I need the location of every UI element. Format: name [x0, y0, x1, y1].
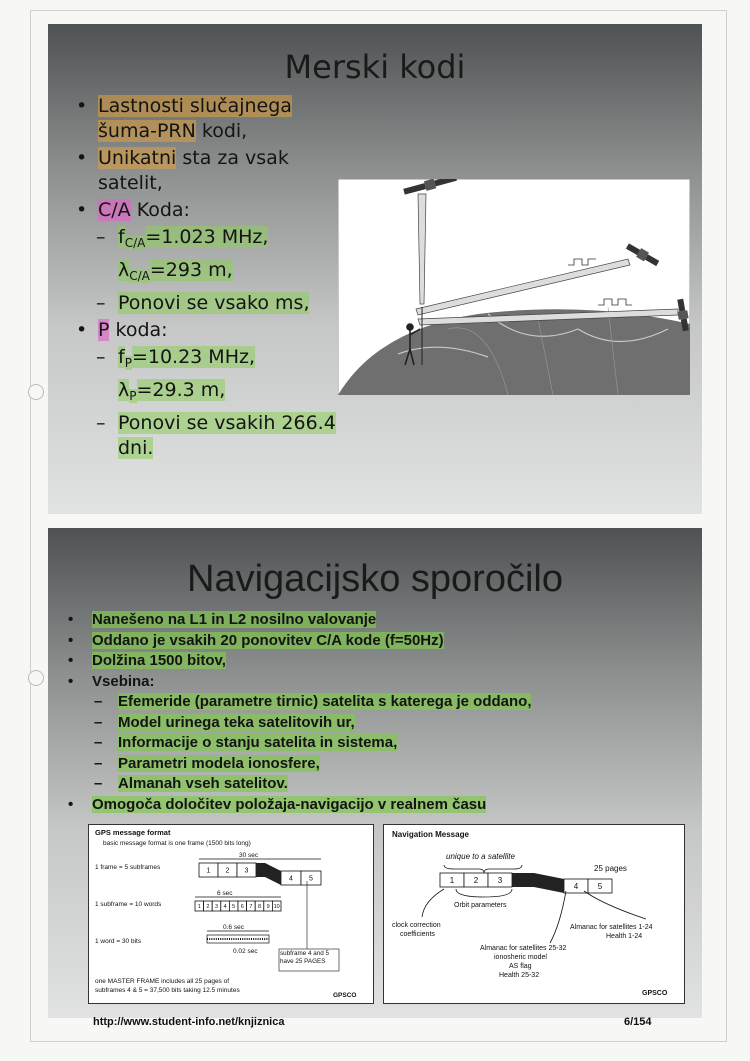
item-text: koda: — [109, 319, 168, 341]
frame-time: 30 sec — [239, 852, 259, 859]
bit-time: 0.02 sec — [233, 948, 258, 955]
almanac-1-label: Almanac for satellites 1-24 — [570, 924, 653, 931]
iono-label: ionosheric model — [494, 954, 547, 961]
item-text: Efemeride (parametre tirnic) satelita s katerega je oddano, — [118, 693, 532, 710]
subframe-note: subframe 4 and 5 have 25 PAGES — [280, 950, 330, 965]
item-text: Ponovi se vsako ms, — [118, 292, 310, 314]
master-frame-line2: subframes 4 & 5 = 37,500 bits taking 12.5 minutes — [95, 987, 240, 994]
row-subframe-label: 1 subframe = 10 words — [95, 901, 162, 908]
page-number: 6/154 — [624, 1016, 652, 1028]
word-box-label: 5 — [232, 903, 236, 910]
row-frame-label: 1 frame = 5 subframes — [95, 864, 161, 871]
sub-item — [68, 713, 688, 734]
sub-item — [76, 378, 346, 409]
item-text: λ — [118, 379, 130, 401]
item-text: Model urinega teka satelitovih ur, — [118, 713, 355, 731]
item-text: =10.23 MHz, — [131, 346, 255, 368]
clock-label-2: coefficients — [400, 931, 435, 938]
item-text: C/A — [124, 236, 146, 250]
item-text: Lastnosti slučajnega šuma-PRN — [98, 95, 292, 142]
footer-url[interactable]: http://www.student-info.net/knjiznica — [93, 1016, 285, 1028]
word-box-label: 8 — [257, 903, 262, 910]
orbit-label: Orbit parameters — [454, 902, 507, 909]
slide-navigacijsko-sporocilo — [48, 528, 702, 1018]
frame-box-shadow — [256, 863, 281, 885]
word-box-label: 3 — [214, 903, 219, 910]
bullet-item — [76, 198, 346, 223]
brand-label: GPSCO — [333, 992, 357, 999]
bullet-item — [68, 610, 688, 631]
item-text: C/A — [98, 199, 131, 221]
item-text: Vsebina: — [92, 672, 155, 690]
fig-title: GPS message format — [95, 828, 171, 837]
health-1-label: Health 1-24 — [606, 933, 643, 940]
punch-hole — [28, 670, 44, 686]
sub-item — [68, 733, 688, 754]
word-box-label: 2 — [206, 903, 210, 910]
item-text: Almanah vseh satelitov. — [118, 775, 288, 792]
word-box-label: 9 — [266, 903, 270, 910]
bullet-item — [68, 795, 688, 816]
item-text: P — [98, 319, 110, 341]
pages-label: 25 pages — [594, 864, 627, 873]
frame-box-label: 1 — [206, 867, 211, 875]
nav-box-label: 4 — [573, 881, 579, 891]
bullet-item — [76, 94, 346, 144]
punch-hole — [28, 384, 44, 400]
health-2-label: Health 25-32 — [499, 972, 540, 979]
word-box-label: 10 — [273, 903, 280, 910]
fig-title: Navigation Message — [392, 830, 469, 839]
sub-item — [76, 411, 346, 461]
unique-label: unique to a satellite — [446, 852, 515, 861]
bullet-list — [68, 610, 688, 815]
fig-subtitle: basic message format is one frame (1500 bits long) — [103, 840, 251, 847]
navigation-message-figure — [383, 824, 685, 1004]
nav-boxes — [440, 873, 612, 893]
sub-item — [76, 225, 346, 256]
row-word-label: 1 word = 30 bits — [95, 938, 142, 945]
sub-item — [76, 345, 346, 376]
brand-label: GPSCO — [642, 990, 668, 997]
item-text: =29.3 m, — [136, 379, 226, 401]
item-text: kodi, — [195, 120, 248, 142]
item-text: P — [124, 356, 132, 370]
item-text: Nanešeno na L1 in L2 nosilno valovanje — [92, 611, 377, 628]
slide-merski-kodi — [48, 24, 702, 514]
as-flag-label: AS flag — [509, 963, 532, 970]
nav-box-label: 2 — [473, 875, 479, 885]
almanac-2-label: Almanac for satellites 25-32 — [480, 945, 567, 952]
item-text: Omogoča določitev položaja-navigacijo v realnem času — [92, 795, 487, 813]
item-text: Informacije o stanju satelita in sistema, — [118, 734, 398, 751]
item-text: Koda: — [130, 199, 190, 221]
frame-box-label: 3 — [244, 867, 249, 875]
word-time: 0.6 sec — [223, 924, 244, 931]
bullet-item — [68, 631, 688, 652]
item-text: =1.023 MHz, — [145, 226, 269, 248]
nav-box-shadow — [512, 873, 564, 893]
word-box-label: 4 — [223, 903, 227, 910]
subframe-time: 6 sec — [217, 890, 233, 897]
gps-satellite-illustration — [338, 179, 690, 395]
word-box-label: 1 — [197, 903, 201, 910]
item-text: Parametri modela ionosfere, — [118, 754, 320, 772]
word-box-label: 7 — [249, 903, 253, 910]
nav-box-label: 1 — [449, 875, 455, 885]
sub-item — [76, 258, 346, 289]
nav-box-label: 5 — [597, 881, 603, 891]
item-text: f — [118, 346, 125, 368]
word-boxes — [195, 901, 281, 911]
master-frame-line1: one MASTER FRAME includes all 25 pages of — [95, 978, 230, 985]
item-text: Dolžina 1500 bitov, — [92, 652, 226, 669]
sub-item — [68, 774, 688, 795]
slide-title: Navigacijsko sporočilo — [187, 558, 563, 600]
item-text: C/A — [129, 269, 150, 283]
sub-item — [68, 692, 688, 713]
frame-box-label: 2 — [225, 867, 230, 875]
item-text: Oddano je vsakih 20 ponovitev C/A kode (f=50Hz) — [92, 631, 444, 649]
item-text: Unikatni — [98, 147, 177, 169]
item-text: λ — [118, 259, 130, 281]
sub-item — [68, 754, 688, 775]
frame-box-label: 4 — [289, 875, 293, 883]
item-text: P — [129, 389, 137, 403]
bullet-item — [68, 672, 688, 693]
bullet-item — [76, 146, 346, 196]
frame-box-label: 5 — [309, 875, 313, 883]
slide-title: Merski kodi — [284, 48, 466, 86]
bullet-list — [76, 94, 346, 463]
item-text: =293 m, — [149, 259, 233, 281]
item-text: f — [118, 226, 125, 248]
frame-boxes — [199, 863, 321, 885]
bullet-item — [68, 651, 688, 672]
item-text: sta za vsak satelit, — [98, 147, 289, 194]
gps-message-format-figure — [88, 824, 374, 1004]
clock-label-1: clock correction — [392, 922, 441, 929]
sub-item — [76, 291, 346, 316]
item-text: Ponovi se vsakih 266.4 dni. — [118, 412, 336, 459]
nav-box-label: 3 — [497, 875, 503, 885]
bullet-item — [76, 318, 346, 343]
word-box-label: 6 — [240, 903, 244, 910]
